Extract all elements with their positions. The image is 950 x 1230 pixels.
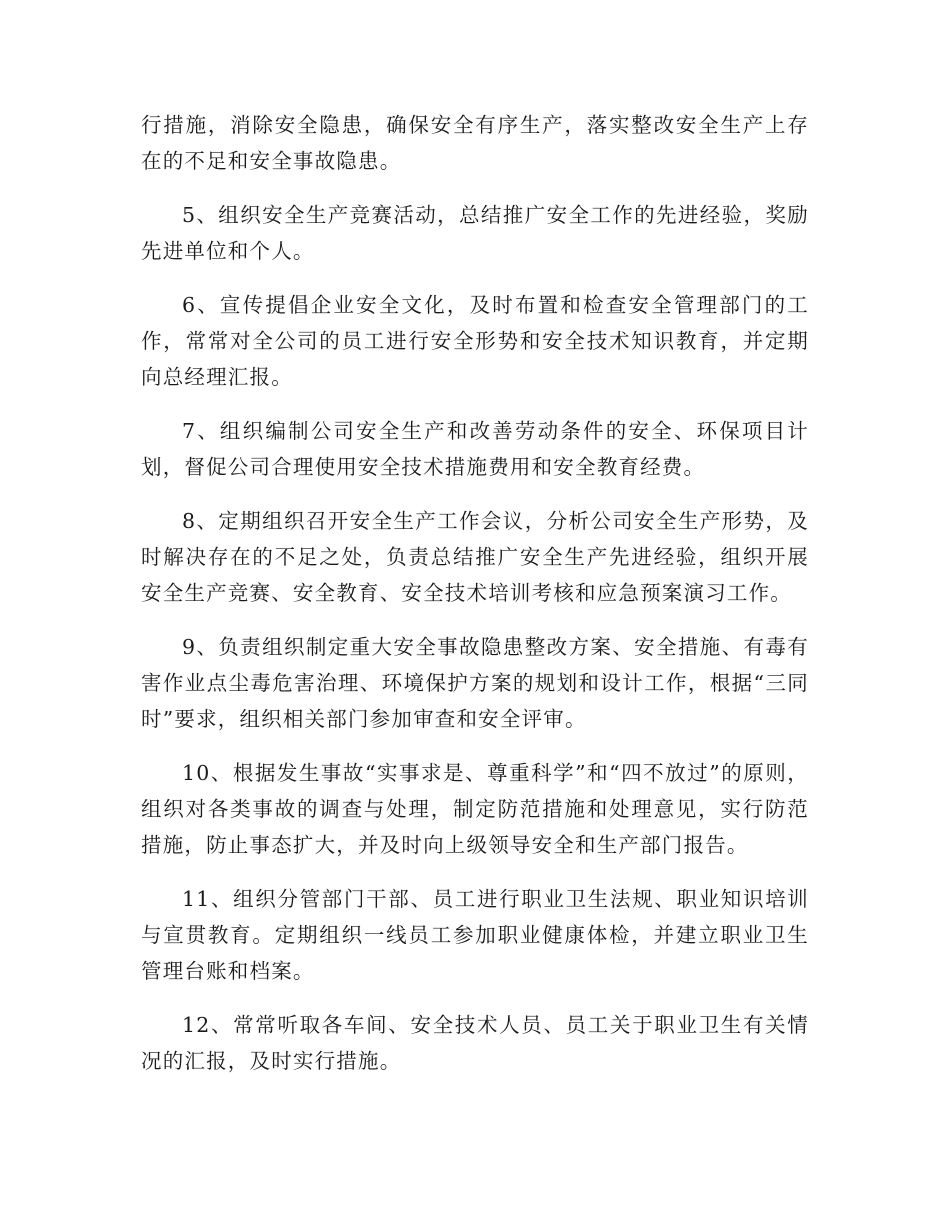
document-body (141, 107, 809, 1097)
paragraph-item-8: 8、定期组织召开安全生产工作会议，分析公司安全生产形势，及时解决存在的不足之处，负责总结推广安全生产先进经验，组织开展安全生产竞赛、安全教育、安全技术培训考核和应急预案演习工作。 (141, 509, 809, 605)
paragraph-item-12: 12、常常听取各车间、安全技术人员、员工关于职业卫生有关情况的汇报，及时实行措施。 (141, 1013, 809, 1073)
paragraph-item-9: 9、负责组织制定重大安全事故隐患整改方案、安全措施、有毒有害作业点尘毒危害治理、环境保护方案的规划和设计工作，根据“三同时”要求，组织相关部门参加审查和安全评审。 (141, 635, 809, 731)
paragraph-item-6: 6、宣传提倡企业安全文化，及时布置和检查安全管理部门的工作，常常对全公司的员工进行安全形势和安全技术知识教育，并定期向总经理汇报。 (141, 293, 809, 389)
paragraph-item-10: 10、根据发生事故“实事求是、尊重科学”和“四不放过”的原则，组织对各类事故的调查与处理，制定防范措施和处理意见，实行防范措施，防止事态扩大，并及时向上级领导安全和生产部门报告。 (141, 761, 809, 857)
paragraph-item-5: 5、组织安全生产竞赛活动，总结推广安全工作的先进经验，奖励先进单位和个人。 (141, 203, 809, 263)
paragraph-item-7: 7、组织编制公司安全生产和改善劳动条件的安全、环保项目计划，督促公司合理使用安全技术措施费用和安全教育经费。 (141, 419, 809, 479)
paragraph-continuation: 行措施，消除安全隐患，确保安全有序生产，落实整改安全生产上存在的不足和安全事故隐患。 (141, 113, 809, 173)
paragraph-item-11: 11、组织分管部门干部、员工进行职业卫生法规、职业知识培训与宣贯教育。定期组织一线员工参加职业健康体检，并建立职业卫生管理台账和档案。 (141, 887, 809, 983)
